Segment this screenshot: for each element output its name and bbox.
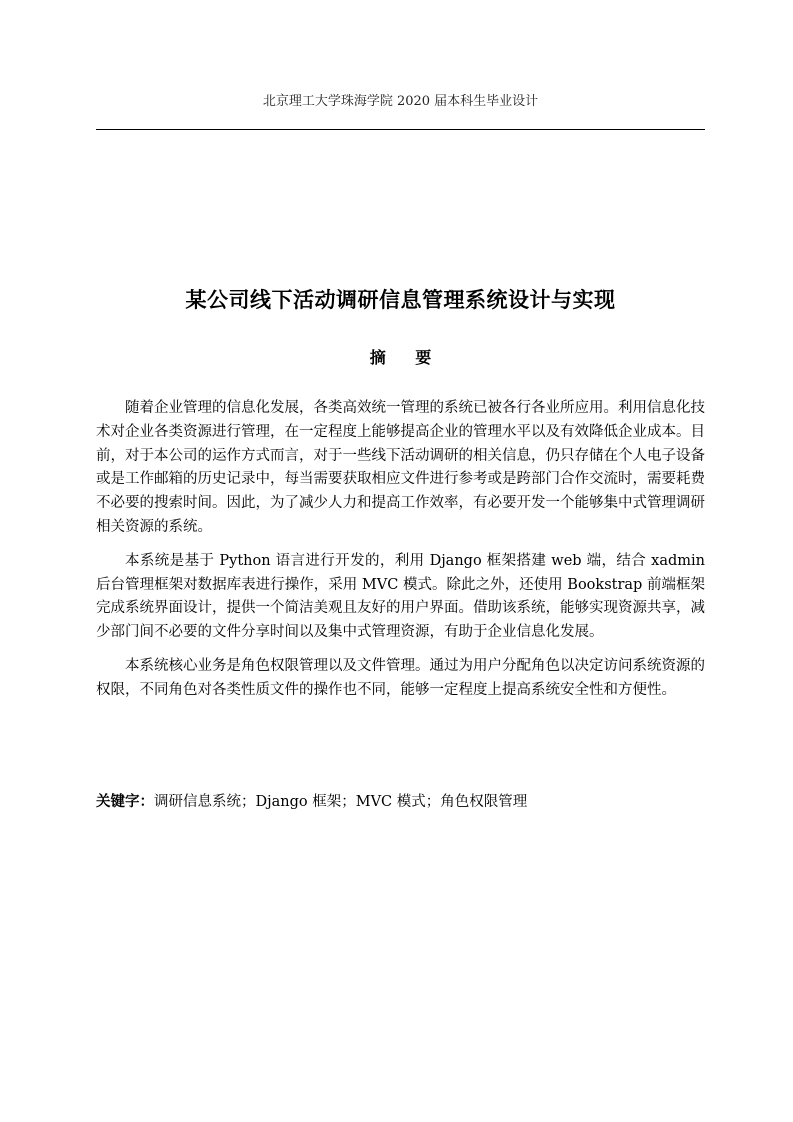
keywords-line: [96, 790, 705, 814]
keywords-label: 关键字：: [96, 793, 154, 810]
abstract-heading: 摘 要: [369, 348, 444, 367]
abstract-paragraph-3: 本系统核心业务是角色权限管理以及文件管理。通过为用户分配角色以决定访问系统资源的权限，不同角色对各类性质文件的操作也不同，能够一定程度上提高系统安全性和方便性。: [96, 657, 705, 698]
keywords-text: 调研信息系统；Django 框架；MVC 模式；角色权限管理: [154, 794, 528, 810]
header-divider: [96, 129, 705, 130]
document-title: 某公司线下活动调研信息管理系统设计与实现: [185, 287, 616, 312]
running-header: 北京理工大学珠海学院 2020 届本科生毕业设计: [262, 94, 539, 109]
abstract-paragraph-2: 本系统是基于 Python 语言进行开发的，利用 Django 框架搭建 web 端，结合 xadmin 后台管理框架对数据库表进行操作，采用 MVC 模式。除此之外，还使用 Bookstrap 前端框架完成系统界面设计，提供一个简洁美观且友好的用户界面。借助该系统，能够实现资源共享，减少部门间不必要的文件分享时间以及集中式管理资源，有助于企业信息化发展。: [96, 552, 705, 641]
abstract-paragraph-1: 随着企业管理的信息化发展，各类高效统一管理的系统已被各行各业所应用。利用信息化技术对企业各类资源进行管理，在一定程度上能够提高企业的管理水平以及有效降低企业成本。目前，对于本公司的运作方式而言，对于一些线下活动调研的相关信息，仍只存储在个人电子设备或是工作邮箱的历史记录中，每当需要获取相应文件进行参考或是跨部门合作交流时，需要耗费不必要的搜索时间。因此，为了减少人力和提高工作效率，有必要开发一个能够集中式管理调研相关资源的系统。: [96, 400, 705, 535]
abstract-body: [96, 397, 705, 713]
